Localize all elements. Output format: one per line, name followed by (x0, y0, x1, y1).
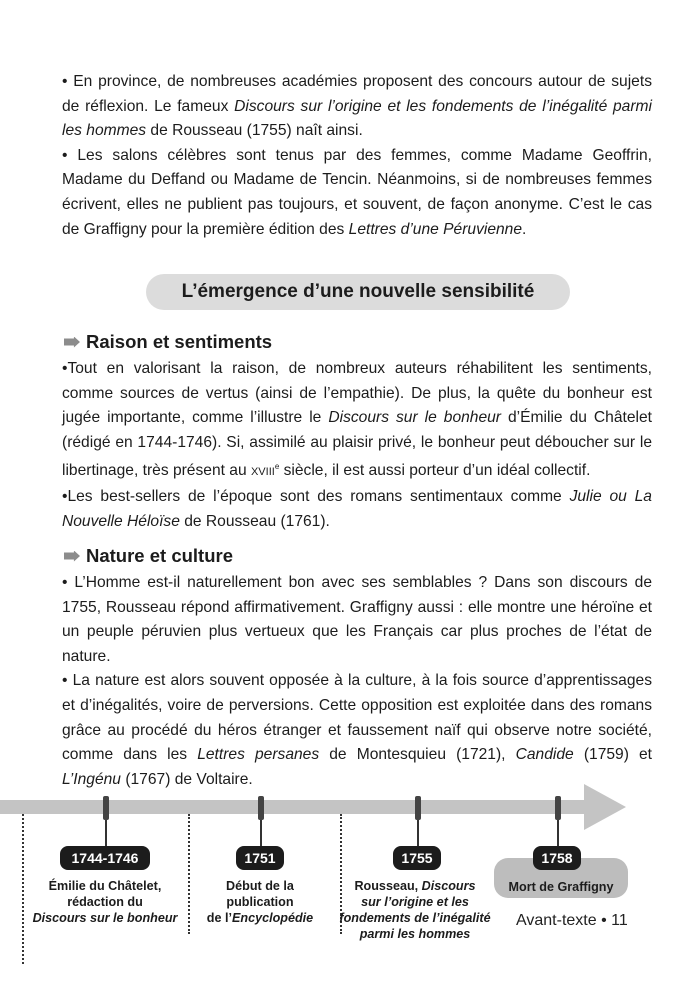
event-1755: Rousseau, Discours sur l’origine et les fondements de l’inégalité parmi les hommes (339, 879, 491, 941)
event-1744: Émilie du Châtelet, rédaction du Discours sur le bonheur (32, 879, 178, 925)
timeline-tick (258, 796, 264, 820)
timeline-dotted-line (557, 820, 559, 846)
footer-separator: • (601, 912, 607, 929)
nature-text (62, 571, 652, 792)
intro-paragraph-2: • Les salons célèbres sont tenus par des femmes, comme Madame Geoffrin, Madame du Deffand ou Madame de Tencin. Néanmoins, si de nombreuses femmes écrivent, elles ne publient pas toujours, et souvent, de façon anonyme. C’est le cas de Graffigny pour la première édition des Lettres d’une Péruvienne. (62, 146, 652, 238)
date-badge-1758: 1758 (533, 846, 581, 870)
timeline-dotted-line (260, 820, 262, 846)
arrow-bullet-icon (64, 337, 80, 348)
timeline-tick (103, 796, 109, 820)
heading-raison (64, 331, 272, 353)
raison-paragraph-1: •Tout en valorisant la raison, de nombreux auteurs réhabilitent les sentiments, comme sources de vertus (ainsi de l’empathie). De plus, la quête du bonheur est jugée importante, comme l’illustre le Discours sur le bonheur d’Émilie du Châtelet (rédigé en 1744-1746). Si, assimilé au plaisir privé, le bonheur peut déboucher sur le libertinage, très présent au XVIIIe siècle, il est aussi porteur d’un idéal collectif. (62, 360, 652, 480)
timeline-dotted-line (417, 820, 419, 846)
heading-nature (64, 545, 233, 567)
nature-paragraph-1: • L’Homme est-il naturellement bon avec ses semblables ? Dans son discours de 1755, Rousseau répond affirmativement. Graffigny aussi : elle montre une héroïne et un peuple péruvien plus vertueux que les Français car plus proches de l’état de nature. (62, 574, 652, 665)
date-badge-1744: 1744-1746 (60, 846, 150, 870)
timeline-bar (0, 800, 588, 814)
raison-paragraph-2: •Les best-sellers de l’époque sont des romans sentimentaux comme Julie ou La Nouvelle Héloïse de Rousseau (1761). (62, 488, 652, 530)
timeline-arrow-icon (584, 784, 626, 830)
timeline-tick (415, 796, 421, 820)
intro-text (62, 70, 652, 242)
footer-label: Avant-texte (516, 912, 597, 929)
heading-raison-label: Raison et sentiments (86, 331, 273, 352)
page-number: 11 (611, 912, 628, 929)
intro-paragraph-1: • En province, de nombreuses académies proposent des concours autour de sujets de réflexion. Le fameux Discours sur l’origine et les fondements de l’inégalité parmi les hommes de Rousseau (1755) naît ainsi. (62, 73, 652, 140)
raison-text (62, 357, 652, 534)
date-badge-1755: 1755 (393, 846, 441, 870)
timeline-tick (555, 796, 561, 820)
event-1758: Mort de Graffigny (508, 880, 614, 894)
date-badge-1751: 1751 (236, 846, 284, 870)
nature-paragraph-2: • La nature est alors souvent opposée à la culture, à la fois source d’apprentissages et d’inégalités, voire de perversions. Cette opposition est exploitée dans des romans grâce au procédé du héros étranger et faussement naïf qui observe notre société, comme dans les Lettres persanes de Montesquieu (1721), Candide (1759) et L’Ingénu (1767) de Voltaire. (62, 672, 653, 788)
page-footer (516, 912, 628, 930)
event-1751: Début de la publication de l’Encyclopédie (206, 879, 314, 925)
heading-nature-label: Nature et culture (86, 545, 234, 566)
timeline-dotted-line (105, 820, 107, 846)
section-title: L’émergence d’une nouvelle sensibilité (146, 274, 570, 310)
arrow-bullet-icon (64, 551, 80, 562)
